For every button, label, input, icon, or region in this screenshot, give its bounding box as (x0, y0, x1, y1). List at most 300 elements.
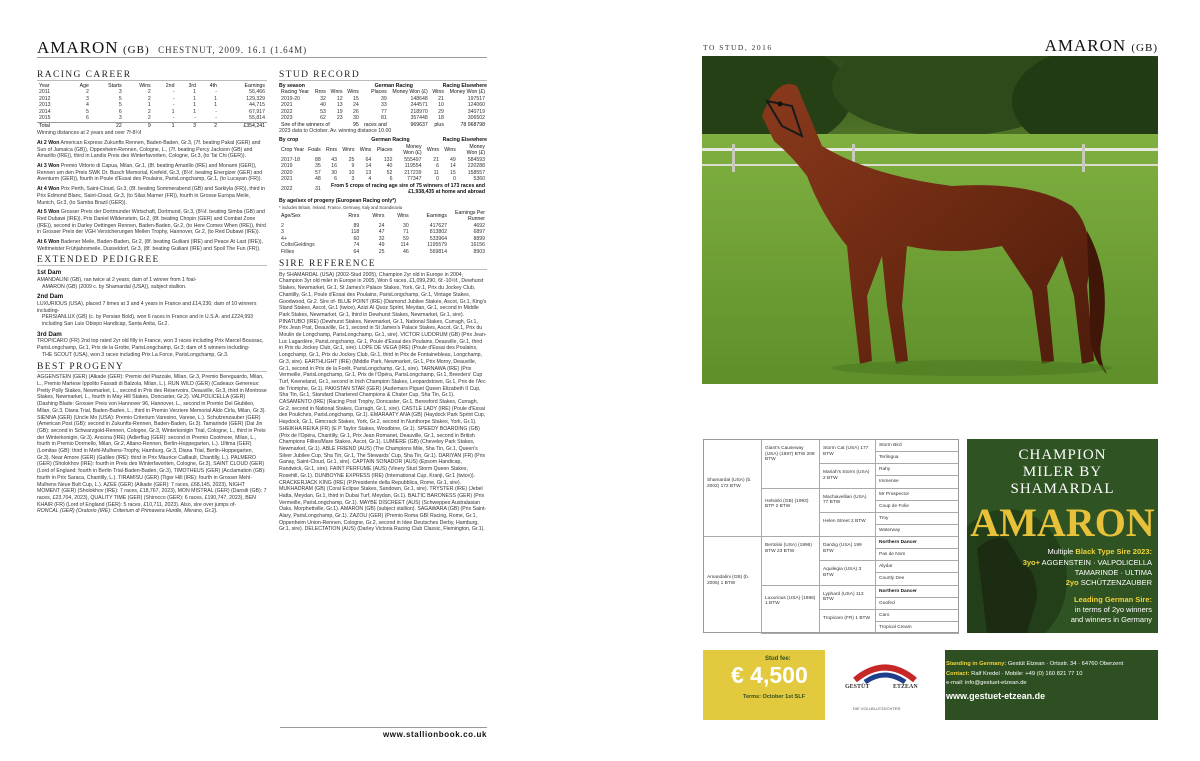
col-header: Wnrs (372, 212, 385, 219)
cell: 57 (314, 169, 321, 176)
cell: 19 (336, 108, 343, 115)
cell: 2013 (39, 102, 51, 109)
cell: 2023 (281, 115, 293, 122)
cell: - (194, 115, 196, 122)
cell: 88 (314, 156, 321, 163)
pedigree-ancestor: Terlingua (876, 452, 959, 464)
leading-colon: : (1149, 595, 1152, 604)
cell: 2011 (39, 89, 51, 96)
to-stud-label: TO STUD, 2016 (703, 43, 773, 52)
col-header: Wins (397, 212, 409, 219)
cell: 62 (320, 115, 326, 122)
crop-table (279, 144, 487, 196)
stud-fee-box (703, 650, 825, 720)
cell: 12 (336, 95, 343, 102)
col-header: Racing Year (281, 89, 309, 96)
cell: 1 (171, 108, 175, 115)
pedigree-sire: Shamardal (USA) (b. 2002) 172 BTW (704, 440, 762, 537)
cell: Colts/Geldings (281, 242, 315, 249)
cell: 555497 (404, 156, 422, 163)
cell: 1 (214, 102, 217, 109)
cell: 9 (351, 163, 355, 170)
cell: 1 (147, 102, 151, 109)
right-column (279, 72, 487, 533)
cell: 969637 (410, 121, 428, 128)
season-table (279, 89, 487, 128)
cell: 32 (320, 95, 326, 102)
pedigree-ancestor: Caro (876, 610, 959, 622)
cell: 2015 (39, 115, 51, 122)
advert-leading (1074, 595, 1152, 605)
cell: 9 (147, 122, 151, 129)
pedigree-grandparent: Giant's Causeway (USA) (1997) BTW 208 BTW (762, 440, 820, 489)
cell: 60 (353, 235, 360, 242)
by-crop-header (279, 137, 487, 144)
cell: 6 (436, 163, 439, 170)
crop-note: From 5 crops of racing age sire of 75 winners of 173 races and £1,938,435 at home and abroad (331, 182, 485, 196)
dam-list (37, 270, 267, 358)
cell: 2 (147, 108, 151, 115)
cell: 77347 (407, 176, 422, 183)
cell: 24 (353, 102, 359, 109)
cell: 5 (118, 95, 122, 102)
cell: 0 (452, 176, 456, 183)
cell: 6 (118, 108, 122, 115)
winning-distances: Winning distances at 2 years and over 7f-8¼f (37, 130, 142, 137)
col-header: Wins (139, 82, 151, 89)
pedigree-ancestor: Northern Dancer (876, 537, 959, 549)
cell: 129,329 (246, 95, 265, 102)
contact-line (946, 670, 1123, 680)
cell: 48 (314, 176, 321, 183)
contact-phone: Ralf Kredel · Mobile: +49 (0) 160 821 77 10 (969, 670, 1083, 677)
career-lead: At 3 Won (37, 163, 60, 170)
horse-photo-illustration (702, 56, 1158, 384)
racing-career-rows (37, 89, 267, 122)
career-text: Premio Vittorio di Capua, Milan, Gr.1, (8f. beating Amarillo (IRE) and Monami (GER)), Rennen um den Preis SWK Dr. Busch Memorial, Krefeld, Gr.3, (8½f. beating Energizer (GER) and Aventurm (GER)), fourth in Poule d'Essai des Poulains, ParisLongchamp, Gr.1, (to Lucayan (FR)). (37, 163, 263, 183)
cell: 30 (402, 222, 409, 229)
pedigree-ancestor: Goofed (876, 598, 959, 610)
cell: 340719 (467, 108, 485, 115)
cell: 533964 (429, 235, 447, 242)
crop-header-row (279, 144, 487, 157)
pedigree-ancestor: Rahy (876, 464, 959, 476)
pedigree-ancestor: Courtly Dee (876, 573, 959, 585)
website-link[interactable]: www.gestuet-etzean.de (946, 690, 1046, 701)
cell: 197517 (467, 95, 485, 102)
cell: - (215, 89, 217, 96)
cell: 2021 (281, 102, 293, 109)
cell: 5 (85, 108, 89, 115)
cell: 95 (353, 121, 359, 128)
cell: 306502 (467, 115, 485, 122)
cell: 3 (85, 95, 89, 102)
stud-fee-banner (703, 650, 1158, 720)
cell: 417627 (429, 222, 447, 229)
cell: 6 (85, 115, 89, 122)
cell: plus (434, 121, 444, 128)
horse-origin: (GB) (123, 44, 150, 56)
cell: 46 (402, 248, 409, 255)
cell: 26 (353, 108, 359, 115)
pedigree-great-grandparent: Storm Cat (USA) 177 BTW (820, 440, 876, 464)
cell: 21 (438, 95, 444, 102)
right-page (600, 0, 1200, 761)
cell: 114 (400, 242, 409, 249)
pedigree-ancestor: Storm Bird (876, 440, 959, 452)
email-line[interactable]: e-mail: info@gestuet-etzean.de (946, 680, 1027, 686)
col-header: Year (39, 82, 50, 89)
pedigree-chart (703, 439, 959, 633)
cell-b: 968798 (467, 121, 485, 128)
age-rows (279, 223, 487, 256)
col-header: Money Won (£) (449, 89, 485, 96)
cell: 6 (334, 176, 337, 183)
cell: 3 (118, 89, 122, 96)
3yo-names: AGGENSTEIN · VALPOLICELLA (1040, 558, 1152, 567)
cell: 13 (336, 102, 343, 109)
cell (66, 122, 91, 129)
cell: 53 (320, 108, 326, 115)
cell: 2 (147, 89, 151, 96)
right-header (703, 38, 1158, 58)
cell: Sire of the winners of (281, 121, 330, 128)
german-racing-label: German Racing (374, 82, 413, 89)
cell: 1 (193, 95, 196, 102)
cell: - (215, 115, 217, 122)
cell: 813802 (429, 229, 447, 236)
pedigree-ancestor: Tropical Cream (876, 622, 959, 634)
cell: £354,241 (243, 122, 265, 129)
cell: 55,814 (249, 115, 265, 122)
cell: - (215, 108, 217, 115)
stud-record-heading: STUD RECORD (279, 72, 487, 81)
cell: 2 (147, 95, 151, 102)
cell: 32 (378, 235, 385, 242)
col-header: Earnings (426, 212, 447, 219)
racing-elsewhere-label: Racing Elsewhere (442, 82, 487, 89)
dam-title: 3rd Dam (37, 330, 62, 338)
cell: Fillies (281, 248, 295, 255)
col-header: Wnrs (330, 89, 343, 96)
pedigree-grandparent: Luxurious (USA) (1986) 1 BTW (762, 586, 820, 635)
cell: 8899 (473, 235, 485, 242)
crop-rows (279, 157, 487, 183)
cell: 77 (380, 108, 387, 115)
cell: 357448 (410, 115, 428, 122)
cell: 14 (450, 163, 456, 170)
cell: 35 (314, 163, 321, 170)
cell: 14 (365, 163, 372, 170)
pedigree-ancestor: Pas de Nom (876, 549, 959, 561)
champion-advert (967, 439, 1158, 633)
pedigree-great-grandparent: Lyphard (USA) 113 BTW (820, 586, 876, 610)
col-header: Age (79, 82, 89, 89)
right-title-origin: (GB) (1131, 42, 1158, 54)
2yo-label: 2yo (1065, 578, 1079, 587)
dam-progeny: THE SCOUT (USA), won 3 races including Prix La Force, ParisLongchamp, Gr.3. (42, 351, 229, 358)
cell: 124060 (467, 102, 485, 109)
cell: 2017-18 (281, 156, 301, 163)
cell: 89 (353, 222, 360, 229)
cell: 4+ (281, 235, 287, 242)
pedigree-ancestor: Northern Dancer (876, 586, 959, 598)
by-age-note: * includes Britain, Ireland, France, Germany, Italy and Scandinavia (279, 204, 403, 210)
cell: 244571 (410, 102, 428, 109)
cell: 3 (118, 115, 122, 122)
advert-horse-name: AMARON (970, 500, 1155, 545)
german-racing-label: German Racing (371, 137, 410, 144)
col-header: Earnings Per Runner (455, 209, 485, 223)
cell: 24 (378, 222, 385, 229)
cell: 220288 (467, 163, 485, 170)
cell: 44,715 (249, 102, 265, 109)
pedigree-grandparent: Bertolini (USA) (1996) BTW 23 BTW (762, 537, 820, 586)
cell: 74 (353, 242, 360, 249)
pedigree-ancestor: Waterway (876, 525, 959, 537)
cell: - (172, 102, 175, 109)
racing-career-table (37, 83, 267, 130)
cell: 40 (386, 163, 393, 170)
by-season-title: By season (279, 82, 305, 89)
cell: 1 (193, 89, 196, 96)
col-header: Wins (432, 89, 444, 96)
cell: 11 (433, 169, 439, 176)
cell: 2022 (281, 108, 293, 115)
contact-info (946, 660, 1123, 701)
stud-fee-amount: € 4,500 (731, 662, 808, 688)
cell: 30 (331, 169, 337, 176)
cell: 2012 (39, 95, 51, 102)
cell: 2014 (39, 108, 51, 115)
pedigree-dam: Amandalini (GB) (b. 2005) 1 BTW (704, 537, 762, 634)
season-rows (279, 96, 487, 122)
cell: 2022 (281, 186, 293, 193)
career-paragraph (37, 209, 267, 236)
cell: 0 (436, 176, 439, 183)
racing-career-heading: RACING CAREER (37, 72, 267, 81)
col-header: Rnrs (348, 212, 360, 219)
best-progeny-text: AGGENSTEIN (GER) (Alkade (GER): Premio del Piazzale, Milan, Gr.3, Premio Bereguardo, Milan, L., Premio Martese Ippolito Fassati di Balzola, Milan, L.). RUN WILD (GER) (Cadeaux Genereux: Pretty Polly Stakes, Newmarket, L., second in Prix des Réservoirs, Deauville, Gr.3, third in Montrose Stakes, Newmarket, L., fourth in May Hill Stakes, Doncaster, Gr.2). VALPOLICELLA (GER) (Dashing Blade: Grosser Preis von Hannover 96, Hannover, L., second in Premio Del Giubileo, Milan, Gr.3, Diana Trial, Baden-Baden, L., third in Premio Verziere Memorial Aldo Cirla, Milan, Gr.3). SIENNA (GER) (Uncle Mo (USA): Premio Criterium Varesino, Varese, L.). Schutzenzauber (GER) (American Post (GB): second in Zukunfts-Rennen, Baden-Baden, Gr.3). Tamarinde (GER) (Dai Jin (GB): second in Schwarzgold-Rennen, Cologne, Gr.3, Winterkonigin Trial, Cologne, L., third in Preis der Winterkonigin, Gr.3). Ancona (IRE) (Adlerflug (GER): second in Premio Coolmore, Milan, L., fourth in Premio Dormello, Milan, Gr.2, Altano-Rennen, Berlin-Hoppegarten, L.). Ultima (GER) (Lomitas (GB): third in Mehl-Mulhens-Trophy, Hamburg, Gr.3, Diana Trial, Berlin-Hoppegarten, Gr.3). Near Amore (GER) (Galileo (IRE): third in Prix Maurice Caillault, Chantilly, L.). PALMERO (GER) (Sholokhov (IRE): fourth in Preis des Winterfavoriten, Cologne, Gr.3), SAINT CLOUD (GER) (Lord of England: fourth in Berlin Trial-Baden-Baden, Gr.3), TIMOTHEUS (GER) (Acclamation (GB): fourth in Prix Saraca, Chantilly, L.). TIRAMISU (GER) (Tiger Hill (IRE): fourth in Grosser Mehl-Mulhens Neue Bult Cup, L.). AZEE (GER) (Alkade (GER): 7 races, £68,145, 2023), NIGHT MOMENT (GER) (Sholokhov (IRE): 7 races, £18,767, 2023), MON MISTRAL (GER) (Dansili (GB): 7 races, £23,704, 2023), QUALITY TIME (GER) (Shirocco (GER): 6 races, £190,747, 2023), BEN KHAIR (FR) (Lord of England (GER): 5 races, £10,711, 2023). Also, sire over jumps of- (37, 374, 267, 508)
cell: 584593 (467, 156, 485, 163)
pedigree-ancestor: Alydar (876, 561, 959, 573)
cell: 217239 (404, 169, 422, 176)
cell: 31 (314, 186, 321, 193)
website-footer: www.stallionbook.co.uk (280, 727, 487, 739)
logo-text-1: GESTÜT (845, 684, 870, 690)
cell: 1 (193, 108, 196, 115)
career-lead: At 2 Won (37, 139, 60, 146)
dam-text: TROPICARO (FR) 2nd top rated 2yr old filly in France, won 3 races including Prix Marcel Boussac, ParisLongchamp, Gr.1, Prix de la Grotte, ParisLongchamp, Gr.3; dam of 5 winners including- (37, 338, 264, 352)
pedigree-ancestor: Coup de Folie (876, 501, 959, 513)
pedigree-ancestor: Immense (876, 476, 959, 488)
col-header: 3rd (188, 82, 196, 89)
advert-line-miler: MILER BY (1022, 464, 1103, 480)
col-header: Rnrs (326, 147, 337, 154)
cell: 40 (320, 102, 326, 109)
pedigree-great-grandparent: Tropicaro (FR) 1 BTW (820, 610, 876, 634)
career-lead: At 4 Won (37, 186, 60, 193)
sire-reference-heading: SIRE REFERENCE (279, 261, 487, 270)
pedigree-grandparent: Helsinki (GB) (1993) BTP 2 BTW (762, 489, 820, 538)
cell: 3 (351, 176, 355, 183)
stud-fee-terms: Terms: October 1st SLF (743, 694, 805, 700)
cell: 218970 (410, 108, 428, 115)
cell: 21 (433, 156, 439, 163)
cell: 2 (281, 222, 284, 229)
advert-2yo (1066, 578, 1152, 588)
advert-leading-2: in terms of 2yo winners (1074, 605, 1152, 614)
cell: 16156 (470, 242, 485, 249)
cell: 30 (353, 115, 359, 122)
standing-label: Standing in Germany: (946, 661, 1007, 667)
cell: 47 (378, 229, 385, 236)
advert-3yo-2: TAMARINDE · ULTIMA (1074, 568, 1152, 577)
cell-a: 78 (460, 121, 467, 128)
cell: Total (39, 122, 50, 129)
col-header: Places (371, 89, 387, 96)
cell: 2019-20 (281, 95, 301, 102)
cell: 25 (378, 248, 385, 255)
cell: 8903 (473, 248, 485, 255)
col-header: Wnrs (342, 147, 355, 154)
leading: Leading German Sire (1074, 595, 1150, 604)
career-text: Badener Meile, Baden-Baden, Gr.2, (8f. beating Guiliani (IRE) and Peace At Last (IRE)), Wettmeister Frühjahrsmeile, Dusseldorf, Gr.3, (8f. beating Guiliani (IRE) and Spoil The Fun (FR)). (37, 239, 263, 252)
logo-text-2: ETZEAN (893, 684, 918, 690)
2yo-names: SCHÜTZENZAUBER (1078, 578, 1152, 587)
dam-progeny: PERSIANLUX (GB) (c. by Persian Bold), won 6 races in France and in U.S.A. and £224,993 including San Luis Obispo Handicap, Santa Anita, Gr.2. (42, 314, 254, 328)
col-header: Foals (308, 147, 321, 154)
cell: 43 (331, 156, 337, 163)
season-note: 2023 data to October. Av. winning distance 10.00 (279, 128, 392, 135)
advert-line-champion: CHAMPION (1018, 447, 1107, 463)
pedigree-ancestor: Mr Prospector (876, 489, 959, 501)
best-progeny-heading: BEST PROGENY (37, 364, 267, 373)
cell: 5 (118, 102, 122, 109)
cell: 18 (438, 115, 444, 122)
right-title-name: AMARON (1044, 36, 1127, 55)
cell: 3 (281, 229, 284, 236)
cell: 29 (438, 108, 444, 115)
col-header: Wins (444, 147, 456, 154)
dam-text: LUXURIOUS (USA), placed 7 times at 3 and 4 years in France and £14,236; dam of 10 winners including- (37, 300, 257, 314)
cell: 52 (386, 169, 393, 176)
cell: 2020 (281, 169, 293, 176)
cell: 81 (380, 115, 387, 122)
dam-text: AMANDALINI (GB), ran twice at 2 years; dam of 1 winner from 1 foal- (37, 276, 197, 283)
cell: 64 (365, 156, 372, 163)
cell: 119554 (404, 163, 422, 170)
cell: 2019 (281, 163, 293, 170)
racing-elsewhere-label: Racing Elsewhere (442, 137, 487, 144)
table-row (279, 249, 487, 256)
career-lead: At 5 Won (37, 209, 60, 216)
cell: 25 (348, 156, 355, 163)
cell: 10 (348, 169, 355, 176)
advert-black-type (1047, 547, 1152, 557)
by-crop-title: By crop (279, 137, 299, 144)
cell: 49 (450, 156, 456, 163)
cell: 15 (450, 169, 456, 176)
cell: 1 (193, 102, 196, 109)
contact-label: Contact: (946, 670, 970, 677)
col-header: 2nd (165, 82, 175, 89)
cell: 118 (351, 229, 360, 236)
cell: 6 (389, 176, 393, 183)
cell: 4692 (473, 222, 485, 229)
cell: 2 (147, 115, 151, 122)
cell: 158557 (467, 169, 485, 176)
racing-career-total-row (37, 122, 267, 129)
cell: 39 (380, 95, 387, 102)
col-header: Wnrs (426, 147, 439, 154)
table-row (37, 115, 267, 122)
col-header: Age/Sex (281, 212, 301, 219)
col-header: Money Won (£) (466, 143, 485, 157)
left-column (37, 72, 267, 515)
cell: 2 (85, 89, 89, 96)
cell: 23 (336, 115, 343, 122)
cell: 5360 (473, 176, 485, 183)
age-header-row (279, 210, 487, 223)
cell: 2 (214, 122, 217, 129)
left-header (37, 38, 487, 58)
col-header: Starts (108, 82, 122, 89)
col-header: Crop Year (281, 147, 305, 154)
career-text: Grosser Preis der Dortmunder Wirtschaft, Dortmund, Gr.3, (8¼f. beating Simba (GB) and Red Dubawi (IRE)), Prix Daniel Wildenstein, Gr.2, (8f. beating Chopin (GER) and Combat Zone (IRE)), second in Darley Oettingen Rennen, Baden-Baden, Gr.2, (to Here Comes When (IRE)), third in Grosser Preis der VGH Versicherungen Meilen Trophy, Hannover, Gr.2, (to Red Dubawi (IRE)). (37, 209, 266, 236)
advert-line-shamardal: SHAMARDAL (1010, 481, 1115, 497)
cell: 67,917 (249, 108, 265, 115)
by-age-title: By age/sex of progeny (European Racing only*) (279, 197, 397, 204)
dam-progeny: AMARON (GB) (2009 c. by Shamardal (USA)), subject stallion. (42, 283, 187, 290)
3yo-label: 3yo+ (1022, 558, 1041, 567)
cell: - (172, 89, 175, 96)
cell: 64 (353, 248, 360, 255)
advert-3yo (1023, 558, 1152, 568)
bt: Black Type Sire 2023 (1075, 547, 1150, 556)
cell: 6897 (473, 229, 485, 236)
horse-title: AMARON (37, 38, 119, 57)
crop-2022-row (279, 183, 487, 196)
pedigree-great-grandparent: Aquilegia (USA) 3 BTW (820, 561, 876, 585)
bt-pre: Multiple (1047, 547, 1076, 556)
cell: 569814 (429, 248, 447, 255)
col-header: Places (376, 147, 393, 154)
pedigree-great-grandparent: Danzig (USA) 199 BTW (820, 537, 876, 561)
career-paragraph (37, 186, 267, 206)
cell: races and (363, 121, 387, 128)
pedigree-ancestor: Troy (876, 513, 959, 525)
col-header: Wins (347, 89, 359, 96)
cell: 15 (353, 95, 359, 102)
career-text: Prix Perth, Saint-Cloud, Gr.3, (8f. beating Sommerabend (GB) and Sarkiyla (FR)), third in Prix Edmond Blanc, Saint-Cloud, Gr.3, (to Silas Marner (FR)), fourth in Grosse Europa Meile, Munich, Gr.3, (to Samba Brazil (GER)). (37, 186, 265, 206)
pedigree-great-grandparent: Machiavellian (USA) 77 BTW (820, 489, 876, 513)
pedigree-great-grandparent: Mariah's Storm (USA) 2 BTW (820, 464, 876, 488)
standing-address: Gestüt Etzean · Ortsstr. 34 · 64760 Oberzent (1006, 661, 1124, 667)
col-header: Rnrs (314, 89, 326, 96)
advert-leading-3: and winners in Germany (1070, 615, 1152, 624)
cell: 56,466 (249, 89, 265, 96)
extended-pedigree-heading: EXTENDED PEDIGREE (37, 257, 267, 266)
sire-reference-text: By SHAMARDAL (USA) (2002-Stud 2005), Champion 2yr old in Europe in 2004, Champion 3yr old miler in Europe in 2005, Won 6 races, £1,099,290, 6f.-10½f., Dewhurst Stakes, Newmarket, Gr.1, St James's Palace Stakes, York, Gr.1, Prix du Jockey Club, Chantilly, Gr.1, Poule d'Essai des Poulains, ParisLongchamp, Gr.1, Vintage Stakes, Goodwood, Gr.2. Sire of- BLUE POINT (IRE) (Diamond Jubilee Stakes, Ascot, Gr.1, King's Stand Stakes, Ascot, Gr.1 (twice), Azizi Al Quoz Sprint, Meydan, Gr.1, second in Middle Park Stakes, Newmarket, Gr.1, third in Dewhurst Stakes, Newmarket, Gr.1, sire). PINATUBO (IRE) (Dewhurst Stakes, Newmarket, Gr.1, National Stakes, Curragh, Gr.1, Prix Jean Prat, Deauville, Gr.1, second in St James's Palace Stakes, Ascot, Gr.1, Prix du Moulin de Longchamp, ParisLongchamp, Gr.1, sire). VICTOR LUDORUM (GB) (Prix Jean-Luc Lagardère, ParisLongchamp, Gr.1, Poule d'Essai des Poulains, Deauville, Gr.1, third in Prix du Jockey Club, Gr.1, sire). LOPE DE VEGA (IRE) (Poule d'Essai des Poulains, Longchamp, Gr.1, Prix du Jockey Club, Gr.1, third in Prix de Fontainebleau, Longchamp, Gr.3, sire). EARTHLIGHT (IRE) (Middle Park, Newmarket, Gr.1, Prix Morny, Deauville, Gr.1, second in Prix de la Forêt, ParisLongchamp, Gr.1, sire). TARNAWA (IRE) (Prix Vermeille, ParisLongchamp, Gr.1, Prix de l'Opéra, ParisLongchamp, Gr.1, Breeders' Cup Turf, Keeneland, Gr.1, second in Irish Champion Stakes, Leopardstown, Gr.1, Prix de l'Arc de Triomphe, Gr.1). PAKISTAN STAR (GER) (Audemars Piguet Queen Elizabeth II Cup, Sha Tin, Gr.1, Standard Chartered Champions & Chater Cup, Sha Tin, Gr.1). CASAMENTO (IRE) (Racing Post Trophy, Doncaster, Gr.1, Beresford Stakes, Curragh, Gr.2, second in National Stakes, Curragh, Gr.1, sire). CASTLE LADY (IRE) (Poule d'Essai des Pouliches, ParisLongchamp, Gr.1). EMARAATY ANA (GB) (Haydock Park Sprint Cup, Haydock, Gr.1, Gimcrack Stakes, York, Gr.2, second in Nunthorpe Stakes, York, Gr.1). SHEIKHA REIKA (FR) (E P Taylor Stakes, Woodbine, Gr.1). SPEEDY BOARDING (GB) (Prix de l'Opéra, Chantilly, Gr.1, Prix Jean Romanet, Deauville, Gr.1, second in British Champions Fillies/Mare Stakes, Ascot, Gr.1). LUMIERE (GB) (Cheveley Park Stakes, Newmarket, Gr.1). ABLE FRIEND (AUS) (The Champions Mile, Sha Tin, Gr.1, Queen's Silver Jubilee Cup, Sha Tin, Gr.1, The Stewards' Cup, Sha Tin, Gr.1). DARIYAN (FR) (Prix Ganay, Saint-Cloud, Gr.1, sire). CAPTAIN SONADOR (AUS) (Epsom Handicap, Randwick, Gr.1, sire). FAINT PERFUME (AUS) (Vinery Stud Storm Queen Stakes, Rosehill, Gr.1). DUNBOYNE EXPRESS (IRE) (International Cup, Kranji, Gr.1 (twice)). CRACKERJACK KING (IRE) (P.Presidente della Repubblica, Rome, Gr.1, sire). MUKHADRAM (GB) (Coral Eclipse Stakes, Sandown, Gr.1, sire). TRYSTER (IRE) (Jebel Hatta, Meydan, Gr.1, third in Dubai Turf, Meydan, Gr.1). BALTIC BARONESS (GER) (Prix Vermeille, ParisLongchamp, Gr.1). MAYBE DISCREET (AUS) (Schweppes Australasian Oaks, Morphettville, Gr.1). AMARON (GB) (subject stallion). SAGAWARA (GB) (Prix Saint-Alary, ParisLongchamp, Gr.1). ZAZOU (GER) (Premio Roma GBI Racing, Rome, Gr.1, Oppenheim Union-Rennen, Cologne, Gr.2, second in Idee Deutsches Derby, Hamburg, Gr.1, sire). DELECTATION (AUS) (Darley Victoria Racing Club Classic, Flemington, Gr.1). (279, 271, 487, 533)
career-paragraph (37, 140, 267, 160)
cell: 1195579 (427, 242, 447, 249)
col-header: Earnings (244, 82, 265, 89)
horse-photo (702, 56, 1158, 384)
by-season-header (279, 83, 487, 90)
cell: 33 (380, 102, 387, 109)
cell: 16 (331, 163, 337, 170)
